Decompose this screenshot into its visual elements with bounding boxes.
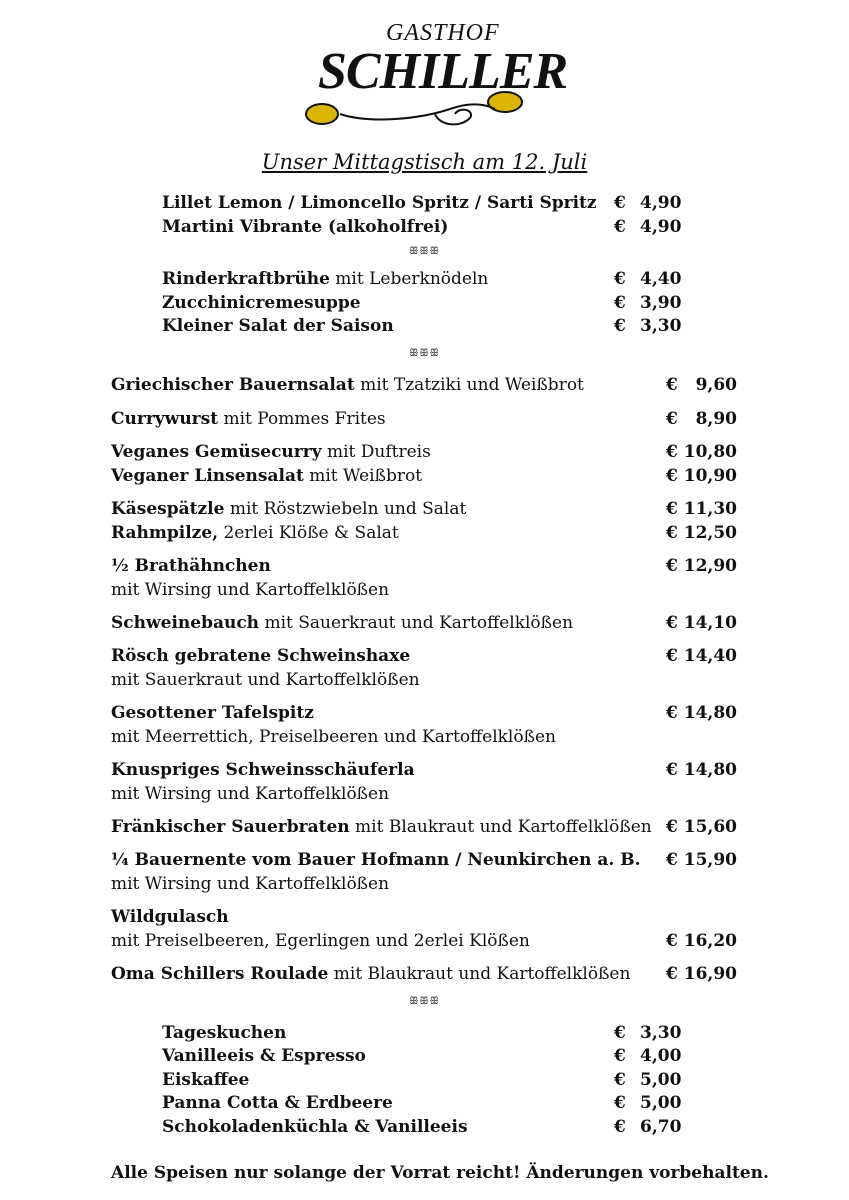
item-side-dishes: mit Sauerkraut und Kartoffelklößen (111, 670, 420, 690)
item-price (614, 1116, 681, 1139)
item-name: Schweinebauch (111, 613, 260, 633)
section-divider: ꕥꕥꕥ (409, 246, 440, 257)
item-side-dishes: mit Wirsing und Kartoffelklößen (111, 580, 390, 600)
price-value: 4,90 (640, 193, 682, 213)
logo-text-small: GASTHOF (386, 20, 500, 46)
menu-item (162, 1022, 286, 1045)
currency-symbol: € (614, 1070, 626, 1090)
item-name: Veganer Linsensalat (111, 466, 304, 486)
item-price (614, 1092, 681, 1115)
price-value: 5,00 (640, 1070, 682, 1090)
item-price (614, 1022, 681, 1045)
item-name: Oma Schillers Roulade (111, 964, 329, 984)
currency-symbol: € (614, 1117, 626, 1137)
currency-symbol: € (614, 293, 626, 313)
item-name: Rösch gebratene Schweinshaxe (111, 646, 411, 666)
price-value: 6,70 (640, 1117, 682, 1137)
menu-item (162, 1045, 366, 1068)
item-name: Zucchinicremesuppe (162, 293, 361, 313)
item-price: € 14,80 (666, 760, 737, 780)
menu-item (162, 292, 361, 315)
currency-symbol: € (614, 1093, 626, 1113)
currency-symbol: € (614, 1023, 626, 1043)
currency-symbol: € (614, 193, 626, 213)
item-description: mit Röstzwiebeln und Salat (224, 499, 467, 519)
item-name: Vanilleeis & Espresso (162, 1046, 366, 1066)
menu-item (162, 216, 448, 239)
price-value: 3,30 (640, 1023, 682, 1043)
footer-note: Alle Speisen nur solange der Vorrat reicht! Änderungen vorbehalten. (111, 1163, 769, 1183)
price-value: 3,90 (640, 293, 682, 313)
item-name: Rahmpilze, (111, 523, 219, 543)
item-price: € 14,80 (666, 703, 737, 723)
item-description: mit Leberknödeln (329, 269, 489, 289)
item-price: € 14,10 (666, 613, 737, 633)
item-price: € 12,50 (666, 523, 737, 543)
item-description: mit Pommes Frites (218, 409, 386, 429)
item-name: Fränkischer Sauerbraten (111, 817, 350, 837)
item-price: € 8,90 (666, 409, 737, 429)
item-price (614, 1045, 681, 1068)
item-name: Gesottener Tafelspitz (111, 703, 314, 723)
currency-symbol: € (614, 217, 626, 237)
price-value: 4,00 (640, 1046, 682, 1066)
item-price: € 10,80 (666, 442, 737, 462)
item-name: Lillet Lemon / Limoncello Spritz / Sarti Spritz (162, 193, 597, 213)
item-name: Martini Vibrante (alkoholfrei) (162, 217, 449, 237)
menu-item (162, 315, 394, 338)
item-price: € 14,40 (666, 646, 737, 666)
section-divider: ꕥꕥꕥ (409, 996, 440, 1007)
item-price (614, 292, 681, 315)
item-price: € 15,90 (666, 850, 737, 870)
menu-item (111, 645, 410, 668)
item-price: € 16,90 (666, 964, 737, 984)
menu-item (111, 465, 422, 488)
item-name: Griechischer Bauernsalat (111, 375, 355, 395)
item-side-dishes: mit Wirsing und Kartoffelklößen (111, 874, 390, 894)
item-side-dishes: mit Preiselbeeren, Egerlingen und 2erlei Klößen (111, 931, 530, 951)
menu-item (162, 192, 597, 215)
item-name: ½ Brathähnchen (111, 556, 271, 576)
item-price: € 10,90 (666, 466, 737, 486)
item-name: Kleiner Salat der Saison (162, 316, 394, 336)
item-price: € 12,90 (666, 556, 737, 576)
item-price: € 16,20 (666, 931, 737, 951)
item-price: € 9,60 (666, 375, 737, 395)
menu-item (111, 963, 630, 986)
page-title: Unser Mittagstisch am 12. Juli (261, 150, 588, 174)
menu-item (111, 555, 271, 578)
item-price (614, 268, 681, 291)
currency-symbol: € (614, 269, 626, 289)
menu-item (111, 441, 431, 464)
menu-item (111, 498, 466, 521)
currency-symbol: € (614, 316, 626, 336)
item-name: Käsespätzle (111, 499, 225, 519)
item-price (614, 1069, 681, 1092)
menu-item (111, 612, 573, 635)
price-value: 3,30 (640, 316, 682, 336)
menu-item (162, 1116, 468, 1139)
menu-item (111, 759, 415, 782)
item-description: mit Duftreis (321, 442, 431, 462)
item-name: Schokoladenküchla & Vanilleeis (162, 1117, 468, 1137)
item-side-dishes: mit Wirsing und Kartoffelklößen (111, 784, 390, 804)
section-divider: ꕥꕥꕥ (409, 348, 440, 359)
menu-item (111, 816, 652, 839)
item-description: mit Blaukraut und Kartoffelklößen (349, 817, 652, 837)
menu-item (111, 522, 399, 545)
item-name: Currywurst (111, 409, 219, 429)
price-value: 4,40 (640, 269, 682, 289)
item-name: ¼ Bauernente vom Bauer Hofmann / Neunkirchen a. B. (111, 850, 641, 870)
item-description: mit Sauerkraut und Kartoffelklößen (259, 613, 574, 633)
menu-item (162, 1069, 249, 1092)
item-price (614, 315, 681, 338)
item-description: mit Weißbrot (303, 466, 423, 486)
item-name: Veganes Gemüsecurry (111, 442, 322, 462)
item-price (614, 216, 681, 239)
item-price: € 11,30 (666, 499, 737, 519)
menu-item (162, 1092, 393, 1115)
item-price: € 15,60 (666, 817, 737, 837)
item-name: Tageskuchen (162, 1023, 287, 1043)
item-name: Panna Cotta & Erdbeere (162, 1093, 393, 1113)
item-name: Knuspriges Schweinsschäuferla (111, 760, 415, 780)
item-name: Rinderkraftbrühe (162, 269, 330, 289)
item-description: mit Tzatziki und Weißbrot (354, 375, 584, 395)
price-value: 4,90 (640, 217, 682, 237)
item-side-dishes: mit Meerrettich, Preiselbeeren und Kartoffelklößen (111, 727, 556, 747)
menu-item (111, 374, 584, 397)
menu-item (111, 408, 386, 431)
price-value: 5,00 (640, 1093, 682, 1113)
gasthof-schiller-logo (300, 14, 568, 134)
menu-item (111, 849, 641, 872)
logo-text-large: SCHILLER (318, 43, 568, 100)
item-description: 2erlei Klöße & Salat (218, 523, 399, 543)
currency-symbol: € (614, 1046, 626, 1066)
menu-item (111, 702, 314, 725)
menu-item (111, 906, 229, 929)
item-name: Wildgulasch (111, 907, 229, 927)
item-description: mit Blaukraut und Kartoffelklößen (328, 964, 631, 984)
menu-item (162, 268, 488, 291)
item-name: Eiskaffee (162, 1070, 250, 1090)
item-price (614, 192, 681, 215)
